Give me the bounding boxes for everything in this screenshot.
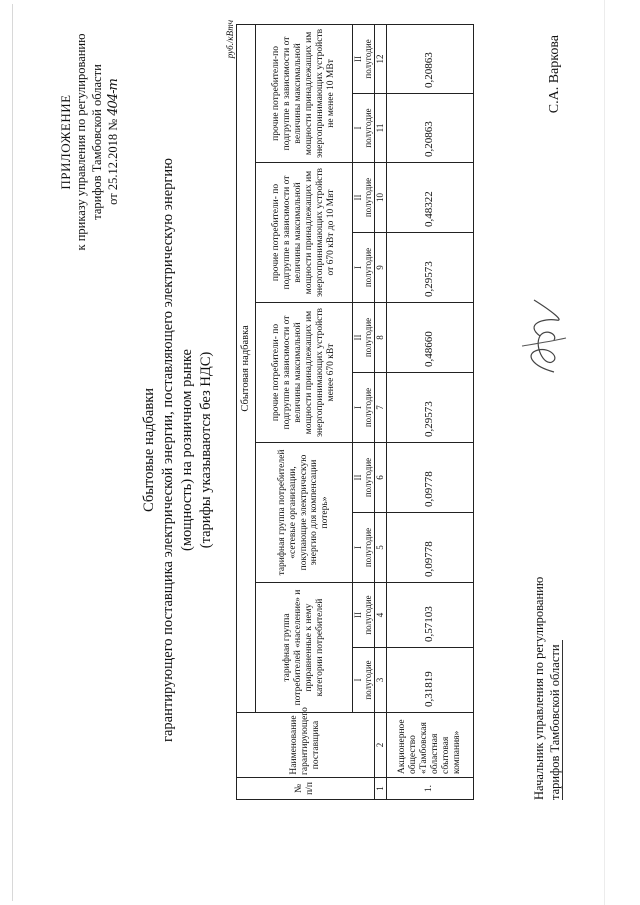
unit-label: руб./кВтч xyxy=(225,20,235,59)
value-cell: 0,20863 xyxy=(386,24,473,93)
order-number-handwritten: 404-т xyxy=(105,79,121,116)
column-numbers-row xyxy=(374,24,386,799)
col-number: 2 xyxy=(374,713,386,778)
col-number: 3 xyxy=(374,648,386,713)
signature-block xyxy=(532,25,572,800)
half-cell: I полугодие xyxy=(353,233,375,303)
table-row xyxy=(386,24,473,799)
value-cell: 0,31819 xyxy=(386,648,473,713)
scan-edge xyxy=(604,0,605,905)
header-group-under-670: прочие потребители- по подгруппе в зависимости от величины максимальной мощности принадлежащих им энергопринимающих устройств менее 670 кВт xyxy=(256,303,353,443)
half-cell: II полугодие xyxy=(353,24,375,93)
appendix-block xyxy=(58,22,122,262)
half-cell: I полугодие xyxy=(353,94,375,163)
col-number: 5 xyxy=(374,513,386,583)
col-number: 10 xyxy=(374,163,386,233)
signatory-role xyxy=(532,520,563,800)
heading-line-3: (мощность) на розничном рынке xyxy=(178,349,195,551)
appendix-title: ПРИЛОЖЕНИЕ xyxy=(58,94,73,190)
appendix-line-1: к приказу управления по регулированию xyxy=(74,33,89,251)
col-number: 6 xyxy=(374,443,386,513)
half-cell: II полугодие xyxy=(353,163,375,233)
document-heading xyxy=(140,70,215,830)
page-edge xyxy=(12,4,13,901)
appendix-line-2: тарифов Тамбовской области xyxy=(89,64,104,220)
value-cell: 0,09778 xyxy=(386,443,473,513)
col-number: 8 xyxy=(374,303,386,373)
col-number: 11 xyxy=(374,94,386,163)
half-cell: II полугодие xyxy=(353,303,375,373)
value-cell: 0,09778 xyxy=(386,513,473,583)
signatory-name: С.А. Варкова xyxy=(547,35,562,114)
appendix-order-line xyxy=(106,22,122,262)
col-number: 9 xyxy=(374,233,386,303)
half-cell: II полугодие xyxy=(353,583,375,648)
half-cell: I полугодие xyxy=(353,373,375,443)
order-date: от 25.12.2018 № xyxy=(105,118,120,205)
header-group-population: тарифная группа потребителей «население» и приравненные к нему категории потребителей xyxy=(256,583,353,713)
header-group-670-10: прочие потребители- по подгруппе в зависимости от величины максимальной мощности принадлежащих им энергопринимающих устройств от 670 кВт до 10 Мвт xyxy=(256,163,353,303)
value-cell: 0,48660 xyxy=(386,303,473,373)
half-cell: II полугодие xyxy=(353,443,375,513)
value-cell: 0,29573 xyxy=(386,233,473,303)
value-cell: 0,57103 xyxy=(386,583,473,648)
header-sbyt: Сбытовая надбавка xyxy=(237,24,256,712)
header-supplier-name: Наименование гарантирующего поставщика xyxy=(237,713,375,778)
col-number: 4 xyxy=(374,583,386,648)
col-number: 12 xyxy=(374,24,386,93)
document-sheet xyxy=(40,10,580,890)
half-cell: I полугодие xyxy=(353,648,375,713)
header-group-over-10: прочие потребители-по подгруппе в зависимости от величины максимальной мощности принадлежащих им энергопринимающих устройств не менее 10 МВт xyxy=(256,24,353,162)
value-cell: 0,29573 xyxy=(386,373,473,443)
value-cell: 0,48322 xyxy=(386,163,473,233)
col-number: 7 xyxy=(374,373,386,443)
handwritten-signature xyxy=(514,290,574,380)
underline xyxy=(562,640,563,800)
col-number: 1 xyxy=(374,778,386,800)
heading-line-2: гарантирующего поставщика электрической энергии, поставляющего электрическую энергию xyxy=(159,158,176,742)
signatory-role-line-2: тарифов Тамбовской области xyxy=(547,644,562,800)
tariff-table xyxy=(236,24,474,800)
heading-line-4: (тарифы указываются без НДС) xyxy=(197,351,214,549)
value-cell: 0,20863 xyxy=(386,94,473,163)
half-cell: I полугодие xyxy=(353,513,375,583)
header-group-network: тарифная группа потребителей «сетевые организации, покупающие электрическую энергию для компенсации потерь» xyxy=(256,443,353,583)
supplier-name: Акционерное общество «Тамбовская областная сбытовая компания» xyxy=(386,713,473,778)
heading-line-1: Сбытовые надбавки xyxy=(141,387,157,513)
header-no: № п/п xyxy=(237,778,375,800)
signatory-role-line-1: Начальник управления по регулированию xyxy=(532,576,546,800)
row-number: 1. xyxy=(386,778,473,800)
